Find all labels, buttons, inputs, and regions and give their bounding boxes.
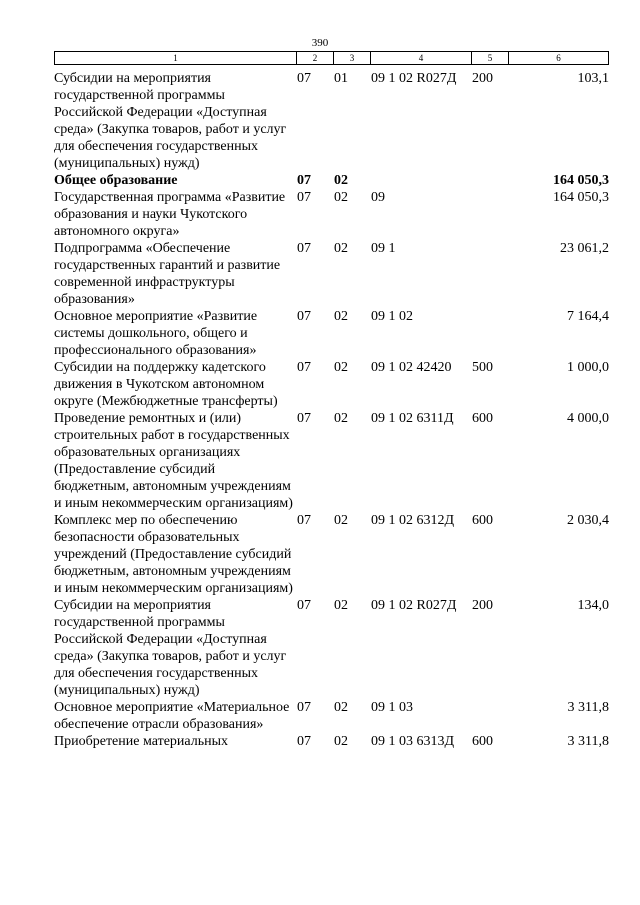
row-section: 07 [297, 734, 311, 749]
row-expense-type: 600 [472, 513, 493, 528]
row-expense-type [472, 172, 509, 189]
row-target-article: 09 1 03 [371, 700, 413, 715]
column-header-row [54, 51, 609, 65]
row-expense-type [472, 189, 509, 240]
row-section: 07 [297, 513, 311, 528]
row-name: Субсидии на поддержку кадетского движения в Чукотском автономном округе (Межбюджетные трансферты) [54, 360, 278, 409]
row-subsection: 02 [334, 241, 348, 256]
column-header-4: 4 [371, 52, 472, 65]
row-target-article: 09 1 02 42420 [371, 360, 452, 375]
column-header-2: 2 [297, 52, 334, 65]
table-row [54, 597, 609, 699]
row-subsection: 02 [334, 700, 348, 715]
table-row [54, 410, 609, 512]
row-section: 07 [297, 360, 311, 375]
row-amount: 3 311,8 [567, 734, 609, 749]
row-name: Приобретение материальных [54, 734, 229, 749]
column-header-1: 1 [55, 52, 297, 65]
row-name: Подпрограмма «Обеспечение государственных гарантий и развитие современной инфраструктуры образования» [54, 241, 281, 307]
row-subsection: 02 [334, 513, 348, 528]
row-name: Субсидии на мероприятия государственной программы Российской Федерации «Доступная среда» (Закупка товаров, работ и услуг для обеспечения государственных (муниципальных) нужд) [54, 598, 287, 698]
table-row [54, 733, 609, 750]
row-section: 07 [297, 71, 311, 86]
table-row [54, 172, 609, 189]
row-expense-type: 500 [472, 360, 493, 375]
row-target-article: 09 1 02 6311Д [371, 411, 454, 426]
row-amount: 4 000,0 [567, 411, 609, 426]
row-expense-type: 600 [472, 411, 493, 426]
row-subsection: 02 [334, 598, 348, 613]
row-target-article: 09 1 03 6313Д [371, 734, 455, 749]
table-row [54, 240, 609, 308]
row-amount: 103,1 [577, 71, 609, 86]
table-row [54, 512, 609, 597]
row-name: Проведение ремонтных и (или) строительных работ в государственных образовательных организациях (Предоставление субсидий бюджетным, автономным учреждениям и иным некоммерческим организациям) [54, 411, 293, 511]
row-amount: 134,0 [577, 598, 609, 613]
budget-table [54, 70, 609, 750]
table-row [54, 359, 609, 410]
row-section: 07 [297, 173, 311, 188]
table-row [54, 699, 609, 733]
row-name: Комплекс мер по обеспечению безопасности образовательных учреждений (Предоставление субсидий бюджетным, автономным учреждениям и иным некоммерческим организациям) [54, 513, 293, 596]
row-section: 07 [297, 241, 311, 256]
row-target-article: 09 [371, 190, 385, 205]
row-expense-type: 200 [472, 598, 493, 613]
table-row [54, 70, 609, 172]
row-expense-type [472, 240, 509, 308]
row-target-article: 09 1 02 R027Д [371, 598, 457, 613]
row-subsection: 01 [334, 71, 348, 86]
row-section: 07 [297, 309, 311, 324]
row-name: Основное мероприятие «Развитие системы дошкольного, общего и профессионального образования» [54, 309, 258, 358]
row-subsection: 02 [334, 190, 348, 205]
row-subsection: 02 [334, 360, 348, 375]
row-expense-type: 600 [472, 734, 493, 749]
row-amount: 164 050,3 [553, 173, 609, 188]
row-subsection: 02 [334, 734, 348, 749]
row-subsection: 02 [334, 173, 348, 188]
row-amount: 3 311,8 [567, 700, 609, 715]
row-expense-type [472, 308, 509, 359]
row-section: 07 [297, 190, 311, 205]
row-amount: 23 061,2 [560, 241, 609, 256]
row-section: 07 [297, 598, 311, 613]
row-expense-type [472, 699, 509, 733]
row-target-article: 09 1 02 6312Д [371, 513, 455, 528]
column-header-3: 3 [334, 52, 371, 65]
row-subsection: 02 [334, 309, 348, 324]
row-name: Общее образование [54, 173, 178, 188]
row-section: 07 [297, 700, 311, 715]
row-amount: 1 000,0 [567, 360, 609, 375]
row-amount: 7 164,4 [567, 309, 609, 324]
row-name: Субсидии на мероприятия государственной программы Российской Федерации «Доступная среда» (Закупка товаров, работ и услуг для обеспечения государственных (муниципальных) нужд) [54, 71, 287, 171]
row-target-article: 09 1 02 [371, 309, 413, 324]
row-amount: 164 050,3 [553, 190, 609, 205]
row-target-article: 09 1 02 R027Д [371, 71, 457, 86]
table-row [54, 308, 609, 359]
page-number: 390 [311, 37, 329, 49]
column-header-6: 6 [509, 52, 609, 65]
row-amount: 2 030,4 [567, 513, 609, 528]
row-subsection: 02 [334, 411, 348, 426]
row-target-article: 09 1 [371, 241, 396, 256]
row-target-article [371, 172, 472, 189]
table-row [54, 189, 609, 240]
row-name: Основное мероприятие «Материальное обеспечение отрасли образования» [54, 700, 290, 732]
row-section: 07 [297, 411, 311, 426]
row-name: Государственная программа «Развитие образования и науки Чукотского автономного округа» [54, 190, 286, 239]
row-expense-type: 200 [472, 71, 493, 86]
column-header-5: 5 [472, 52, 509, 65]
